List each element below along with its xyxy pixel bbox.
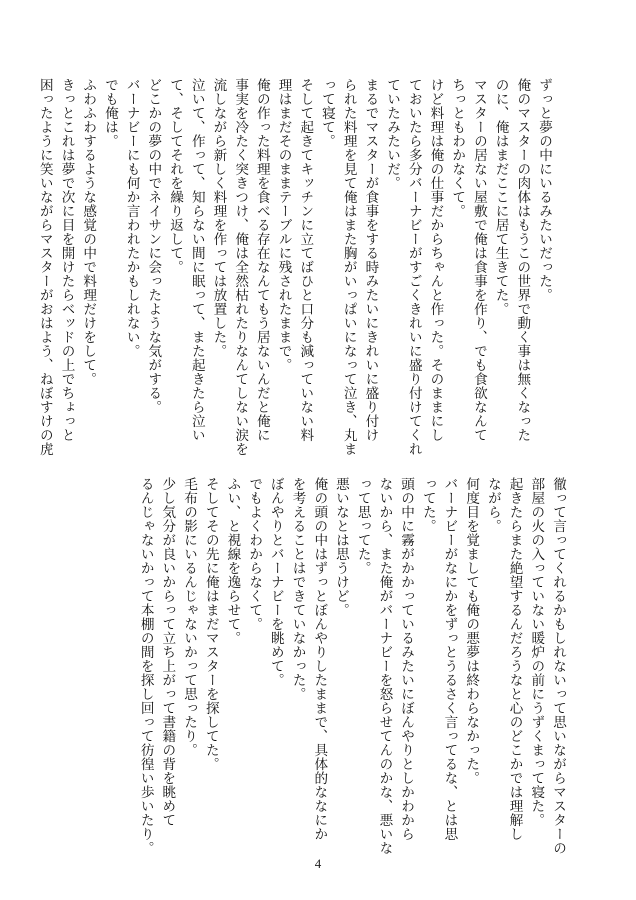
upper-text-line: どこかの夢の中でネイサンに会ったような気がする。	[145, 78, 162, 414]
upper-text-line: のに、俺はまだここに居て生きてた。	[492, 78, 509, 316]
lower-text-line: ぼんやりとバーナビーを眺めて。	[267, 477, 284, 687]
upper-text-line: けど料理は俺の仕事だからちゃんと作った。そのままにし	[427, 78, 444, 442]
lower-text-line: ないから、また俺がバーナビーを怒らせてんのかな、悪いな	[376, 477, 393, 855]
upper-text-line: って寝て。	[318, 78, 335, 148]
lower-text-line: 少し気分が良いからって立ち上がって書籍の背を眺めて	[159, 477, 176, 827]
upper-text-line: 流しながら新しく料理を作っては放置した。	[210, 78, 227, 358]
upper-text-line: マスターの居ない屋敷で俺は食事を作り、でも食欲なんて	[470, 78, 487, 442]
upper-text-line: て、そしてそれを繰り返して。	[167, 78, 184, 274]
lower-text-line: 部屋の火の入っていない暖炉の前にうずくまって寝た。	[528, 477, 545, 827]
page-number: 4	[314, 856, 322, 871]
upper-text-line: ていたみたいだ。	[384, 78, 401, 190]
upper-text-line: そして起きてキッチンに立てばひと口分も減っていない料	[297, 78, 314, 442]
lower-text-line: 頭の中に霧がかかっているみたいにぼんやりとしかわから	[398, 477, 415, 841]
lower-text-line: って思ってた。	[354, 477, 371, 575]
upper-text-line: きっとこれは夢で次に目を開けたらベッドの上でちょっと	[58, 78, 75, 442]
upper-text-line: 理はまだそのままテーブルに残されたままで。	[275, 78, 292, 372]
lower-text-line: るんじゃないかって本棚の間を探し回って彷徨い歩いたり。	[137, 477, 154, 855]
upper-text-line: 泣いて、作って、知らない間に眠って、また起きたら泣い	[188, 78, 205, 442]
lower-text-block	[134, 477, 568, 855]
lower-text-line: 何度目を覚ましても俺の悪夢は終わらなかった。	[463, 477, 480, 785]
upper-text-line: まるでマスターが食事をする時みたいにきれいに盛り付け	[362, 78, 379, 442]
upper-text-line: ふわふわするような感覚の中で料理だけをして。	[80, 78, 97, 386]
lower-text-line: そしてその先に俺はまだマスターを探してた。	[202, 477, 219, 771]
lower-text-line: ながら。	[484, 477, 501, 533]
upper-text-line: ておいたら多分バーナビーがすごくきれいに盛り付けてくれ	[405, 78, 422, 456]
upper-text-line: ずっと夢の中にいるみたいだった。	[536, 78, 552, 302]
lower-text-line: バーナビーがなにかをずっとうるさく言ってるな、とは思	[441, 477, 458, 841]
upper-text-line: られた料理を見て俺はまた胸がいっぱいになって泣き、丸ま	[340, 78, 357, 456]
upper-text-line: バーナビーにも何か言われたかもしれない。	[123, 78, 140, 358]
upper-text-line: 事実を冷たく突きつけ、俺は全然枯れたりなんてしない涙を	[232, 78, 249, 456]
lower-text-line: を考えることはできていなかった。	[289, 477, 306, 701]
lower-text-line: 徹って言ってくれるかもしれないって思いながらマスターの	[550, 477, 566, 855]
upper-text-line: 困ったように笑いながらマスターがおはよう、ねぼすけの虎	[36, 78, 53, 456]
lower-text-line: 毛布の影にいるんじゃないかって思ったり。	[181, 477, 198, 757]
lower-text-line: 俺の頭の中はずっとぼんやりしたままで、具体的ななにか	[311, 477, 328, 841]
upper-text-block	[33, 78, 554, 458]
upper-text-line: 俺のマスターの肉体はもうこの世界で動く事は無くなった	[514, 78, 531, 442]
upper-text-line: ちっともわかなくて。	[449, 78, 466, 218]
upper-text-line: 俺の作った料理を食べる存在なんてもう居ないんだと俺に	[253, 78, 270, 442]
lower-text-line: 起きたらまた絶望するんだろうなと心のどこかでは理解し	[506, 477, 523, 841]
lower-text-line: でもよくわからなくて。	[246, 477, 263, 631]
lower-text-line: ってた。	[419, 477, 436, 533]
lower-text-line: ふい、と視線を逸らせて。	[224, 477, 241, 645]
upper-text-line: でも俺は。	[101, 78, 118, 148]
lower-text-line: 悪いなとは思うけど。	[332, 477, 349, 617]
